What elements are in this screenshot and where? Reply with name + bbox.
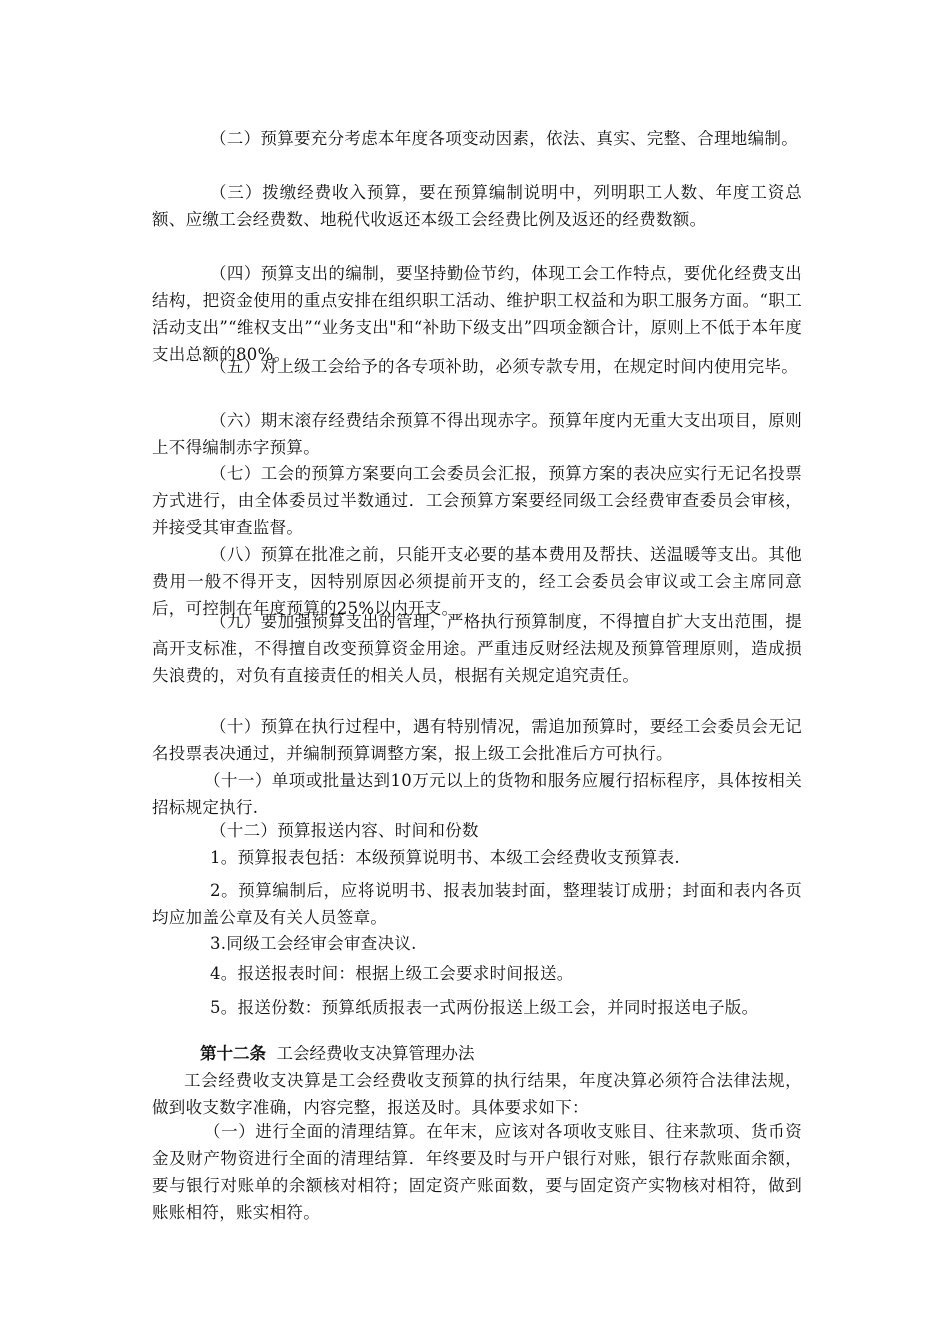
article-title: 工会经费收支决算管理办法 [276,1044,475,1063]
paragraph-budget-10: （十）预算在执行过程中，遇有特别情况，需追加预算时，要经工会委员会无记名投票表决通过，并编制预算调整方案，报上级工会批准后方可执行。 [152,717,802,763]
paragraph-budget-3: （三）拨缴经费收入预算，要在预算编制说明中，列明职工人数、年度工资总额、应缴工会经费数、地税代收返还本级工会经费比例及返还的经费数额。 [152,183,802,229]
paragraph-budget-9: （九）要加强预算支出的管理，严格执行预算制度，不得擅自扩大支出范围，提高开支标准，不得擅自改变预算资金用途。严重违反财经法规及预算管理原则，造成损失浪费的，对负有直接责任的相关人员，根据有关规定追究责任。 [152,612,802,685]
paragraph-budget-5: （五）对上级工会给予的各专项补助，必须专款专用，在规定时间内使用完毕。 [210,357,798,376]
paragraph-budget-8: （八）预算在批准之前，只能开支必要的基本费用及帮扶、送温暖等支出。其他费用一般不得开支，因特别原因必须提前开支的，经工会委员会审议或工会主席同意后，可控制在年度预算的25%以内开支。 [152,545,802,618]
list-item-2: 2。预算编制后，应将说明书、报表加装封面，整理装订成册；封面和表内各页均应加盖公章及有关人员签章。 [152,881,802,927]
article-number: 第十二条 [200,1044,266,1063]
list-item-3: 3.同级工会经审会审查决议. [210,934,417,953]
list-item-5: 5。报送份数：预算纸质报表一式两份报送上级工会，并同时报送电子版。 [210,998,759,1017]
paragraph-budget-4: （四）预算支出的编制，要坚持勤俭节约，体现工会工作特点，要优化经费支出结构，把资金使用的重点安排在组织职工活动、维护职工权益和为职工服务方面。“职工活动支出”“维权支出”“业务支出"和“补助下级支出”四项金额合计，原则上不低于本年度支出总额的80%。 [152,264,802,364]
paragraph-budget-12: （十二）预算报送内容、时间和份数 [210,821,479,840]
paragraph-budget-7: （七）工会的预算方案要向工会委员会汇报，预算方案的表决应实行无记名投票方式进行，由全体委员过半数通过．工会预算方案要经同级工会经费审查委员会审核，并接受其审查监督。 [152,464,802,537]
article-heading [200,1040,475,1067]
paragraph-budget-2: （二）预算要充分考虑本年度各项变动因素，依法、真实、完整、合理地编制。 [210,129,798,148]
list-item-4: 4。报送报表时间：根据上级工会要求时间报送。 [210,964,574,983]
paragraph-budget-11: （十一）单项或批量达到10万元以上的货物和服务应履行招标程序，具体按相关招标规定执行. [152,771,802,817]
paragraph-final-1: （一）进行全面的清理结算。在年末，应该对各项收支账目、往来款项、货币资金及财产物资进行全面的清理结算．年终要及时与开户银行对账，银行存款账面余额，要与银行对账单的余额核对相符；固定资产账面数，要与固定资产实物核对相符，做到账账相符，账实相符。 [152,1122,802,1222]
paragraph-budget-6: （六）期末滚存经费结余预算不得出现赤字。预算年度内无重大支出项目，原则上不得编制赤字预算。 [152,411,802,457]
list-item-1: 1。预算报表包括：本级预算说明书、本级工会经费收支预算表. [210,848,680,867]
paragraph-final-intro: 工会经费收支决算是工会经费收支预算的执行结果，年度决算必须符合法律法规，做到收支数字准确，内容完整，报送及时。具体要求如下： [152,1071,802,1117]
